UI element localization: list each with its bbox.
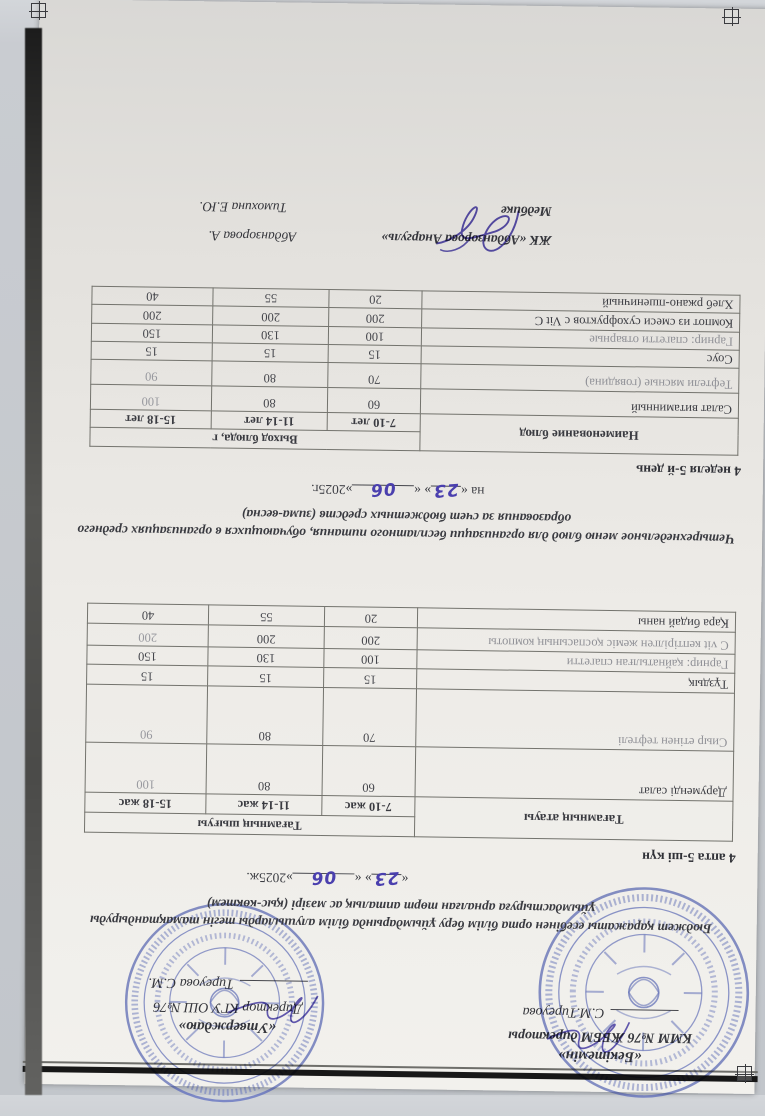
- vendor-label: ЖК «Абданзорова Анаргуль»: [381, 230, 552, 249]
- director-signature-ink: [213, 984, 324, 1036]
- quote: «: [354, 871, 362, 887]
- age-col-1: 7-10 жас: [322, 795, 415, 816]
- age-col-3: 15-18 жас: [85, 792, 206, 814]
- value-cell: 100: [324, 648, 417, 668]
- value-cell: 70: [323, 687, 417, 746]
- value-cell: 15: [212, 343, 328, 363]
- menu-title-ru: Четырехнедельное меню блюд для организации бесплатного питания, обучающихся в организациях среднего образования за счет бюджетных средств (зима-весна): [77, 507, 736, 547]
- date-year-kz: 2025ж.: [246, 869, 287, 886]
- quote: «: [461, 483, 468, 499]
- handwritten-day: 23: [432, 478, 460, 501]
- value-cell: 80: [211, 386, 327, 413]
- table-row: [86, 684, 735, 751]
- value-cell: 40: [92, 286, 213, 306]
- approval-name-kz: С.М.Тиреуова: [522, 1003, 605, 1020]
- value-cell: 20: [324, 606, 417, 627]
- value-cell: 200: [92, 304, 213, 325]
- week-day-label-ru: 4 неделя 5-й день: [636, 462, 742, 479]
- date-day-blank: [372, 866, 402, 890]
- approval-title-kz: «Бекітемін»: [558, 1047, 642, 1065]
- age-col-1: 7-10 лет: [327, 413, 420, 432]
- menu-table-ru: [89, 286, 740, 456]
- scan-page-edge-shadow: [25, 28, 42, 1095]
- value-cell: 55: [213, 288, 329, 308]
- value-cell: 15: [324, 667, 417, 688]
- dish-cell: Компот из смеси сухофруктов с Vit C: [422, 309, 740, 332]
- value-cell: 60: [322, 745, 416, 796]
- value-cell: 15: [208, 666, 324, 688]
- value-cell: 100: [328, 327, 421, 346]
- scan-corner-mark: [724, 9, 739, 24]
- date-day-blank: [431, 478, 461, 501]
- dish-cell: С vit кептірілген жеміс қоспасының компоты: [417, 628, 735, 654]
- value-cell: 150: [91, 323, 212, 343]
- age-col-3: 15-18 лет: [90, 409, 211, 429]
- dish-cell: Қара бидай наны: [417, 608, 735, 632]
- value-cell: 130: [212, 325, 328, 345]
- quote: »: [364, 871, 372, 887]
- value-cell: 150: [87, 645, 208, 666]
- dish-cell: Хлеб ржано-пшеничный: [422, 291, 740, 313]
- value-cell: 90: [86, 684, 208, 744]
- dish-cell: Тұздық: [417, 669, 735, 693]
- quote: »: [285, 870, 293, 886]
- value-cell: 100: [90, 384, 211, 411]
- value-cell: 90: [91, 359, 212, 386]
- quote: «: [401, 872, 409, 888]
- date-month-blank: [352, 477, 414, 501]
- scan-corner-mark: [31, 3, 46, 18]
- date-year-ru: 2025г.: [311, 481, 346, 498]
- quote: »: [424, 483, 432, 499]
- approval-org-kz: КММ №76 ЖББМ директоры: [508, 1027, 693, 1046]
- value-cell: 20: [329, 290, 422, 309]
- nurse-name: Тимохина Е.Ю.: [199, 199, 287, 216]
- handwritten-month: 06: [310, 866, 338, 888]
- vendor-signature-ink: [418, 193, 529, 263]
- menu-table-kz: [84, 603, 736, 842]
- dish-cell: Гарнир: спагетти отварные: [421, 328, 739, 350]
- dish-cell: Гарнир: қайнатылған спагетти: [417, 650, 735, 673]
- age-col-2: 11-14 лет: [211, 411, 327, 431]
- value-cell: 200: [208, 625, 324, 649]
- value-cell: 200: [213, 306, 329, 327]
- value-cell: 80: [207, 686, 324, 746]
- approval-org-ru: Директор КГУ ОШ №76: [153, 998, 303, 1016]
- date-line-ru: [33, 477, 763, 506]
- date-line-kz: [27, 866, 757, 895]
- vendor-name: Абданзорова А.: [208, 228, 297, 245]
- output-column-header: Выход блюда, г: [90, 427, 420, 451]
- menu-title-kz: Бюджет қаражаты есебінен орта білім беру ұйымдарында білім алушыларды тегін тамақтандыруды ұйымдастыруға арналған төрт апталық ас мәзірі (қыс-көктем): [89, 896, 712, 937]
- dish-column-header: Тағамның атауы: [414, 797, 733, 841]
- week-day-label-kz: 4 апта 5-ші күн: [642, 849, 736, 866]
- approval-title-ru: «Утверждаю»: [178, 1017, 277, 1036]
- dish-cell: Дәруменді салат: [415, 747, 734, 801]
- value-cell: 60: [327, 388, 420, 414]
- dish-cell: Соус: [421, 346, 739, 368]
- approval-name-ru: Тиреуова С.М.: [148, 974, 234, 991]
- value-cell: 55: [208, 605, 324, 627]
- date-month-blank: [293, 866, 355, 890]
- dish-cell: Салат витаминный: [420, 389, 738, 418]
- date-prefix-ru: на: [471, 484, 485, 500]
- scanned-document-page: [24, 0, 765, 1094]
- handwritten-day: 23: [372, 866, 401, 889]
- director-signature-ink: [527, 1011, 638, 1065]
- quote: »: [345, 482, 353, 498]
- value-cell: 80: [212, 361, 328, 388]
- dish-cell: Тефтели мясные (говядина): [421, 364, 739, 393]
- table-row: [85, 742, 734, 801]
- value-cell: 100: [85, 742, 207, 794]
- value-cell: 80: [206, 744, 323, 796]
- scan-corner-mark: [737, 1066, 752, 1081]
- value-cell: 15: [328, 345, 421, 364]
- output-column-header: Тағамның шығуы: [84, 812, 414, 837]
- dish-cell: Сиыр етінен тефтелі: [416, 689, 735, 751]
- nurse-label: Медбике: [500, 203, 552, 220]
- value-cell: 15: [87, 664, 208, 686]
- value-cell: 130: [208, 647, 324, 668]
- value-cell: 15: [91, 341, 212, 361]
- dish-column-header: Наименование блюд: [420, 414, 738, 455]
- handwritten-month: 06: [369, 477, 397, 500]
- value-cell: 70: [328, 363, 421, 389]
- age-col-2: 11-14 жас: [206, 794, 322, 816]
- value-cell: 200: [87, 623, 208, 647]
- value-cell: 200: [329, 308, 422, 328]
- value-cell: 200: [324, 626, 417, 649]
- quote: «: [414, 483, 422, 499]
- value-cell: 40: [87, 603, 208, 625]
